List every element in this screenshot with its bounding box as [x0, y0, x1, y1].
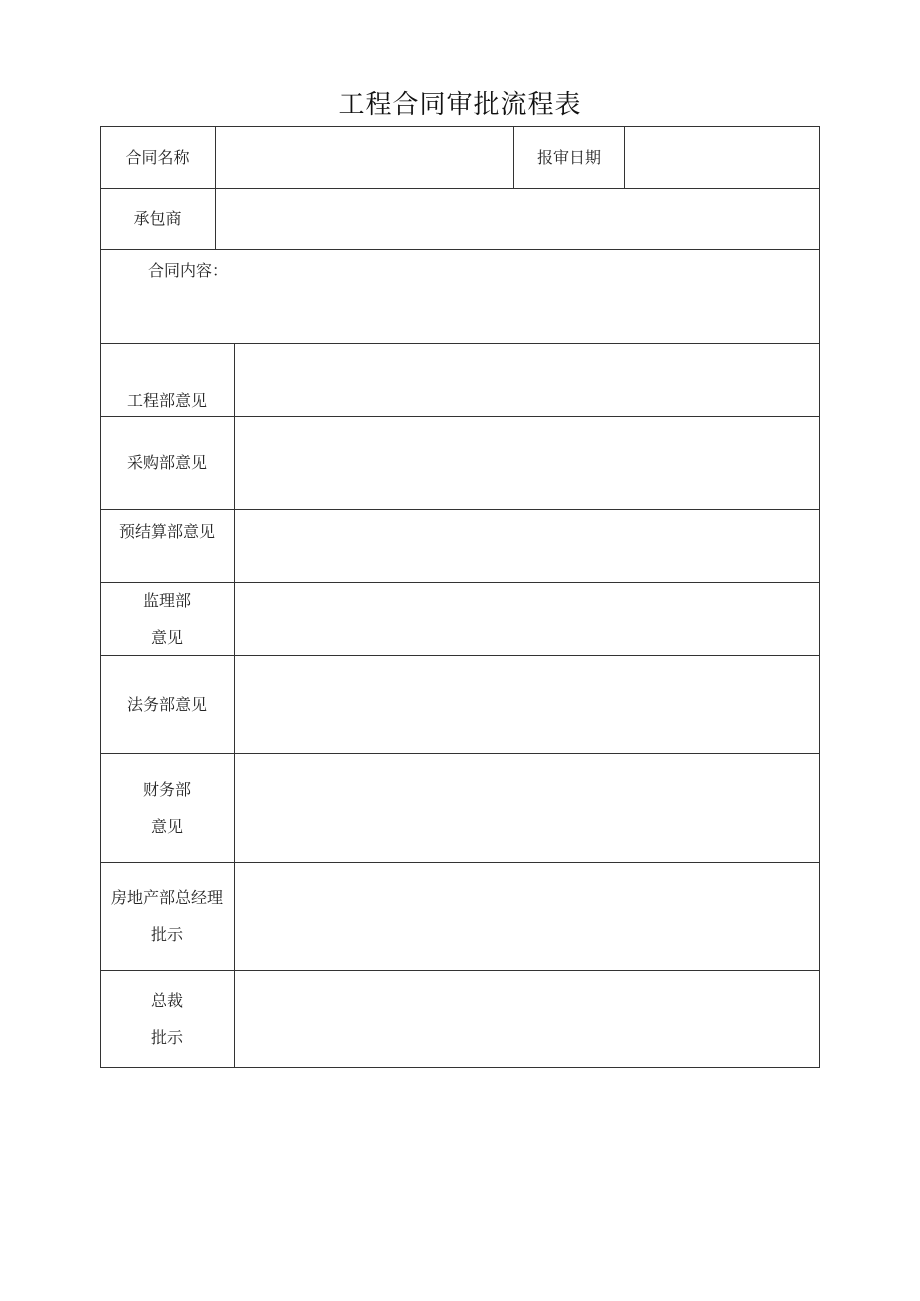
approval-form: [100, 126, 820, 1068]
engineering-opinion-field[interactable]: [235, 344, 820, 416]
finance-opinion-field[interactable]: [235, 754, 820, 862]
procurement-opinion-field[interactable]: [235, 417, 820, 509]
gm-instruction-label: 房地产部总经理 批示: [110, 888, 223, 944]
page-title: 工程合同审批流程表: [338, 90, 582, 120]
president-instruction-field[interactable]: [235, 971, 820, 1068]
engineering-opinion-label: 工程部意见: [126, 391, 207, 410]
contract-content-label: 合同内容：: [148, 261, 229, 280]
budget-opinion-label: 预结算部意见: [118, 522, 215, 541]
row-divider: [100, 249, 820, 250]
legal-opinion-label: 法务部意见: [126, 694, 207, 714]
contractor-field[interactable]: [216, 188, 820, 249]
report-date-field[interactable]: [625, 126, 820, 188]
report-date-label: 报审日期: [536, 147, 601, 167]
supervision-opinion-field[interactable]: [235, 583, 820, 655]
legal-opinion-field[interactable]: [235, 656, 820, 753]
finance-opinion-label: 财务部 意见: [142, 779, 191, 836]
supervision-opinion-label: 监理部 意见: [142, 590, 191, 647]
procurement-opinion-label: 采购部意见: [126, 453, 207, 472]
contract-name-field[interactable]: [216, 126, 513, 188]
contract-name-label: 合同名称: [125, 147, 190, 167]
president-instruction-label: 总裁 批示: [150, 991, 183, 1047]
contract-content-field[interactable]: [100, 286, 820, 343]
budget-opinion-field[interactable]: [235, 510, 820, 582]
gm-instruction-field[interactable]: [235, 863, 820, 970]
contractor-label: 承包商: [133, 209, 182, 228]
